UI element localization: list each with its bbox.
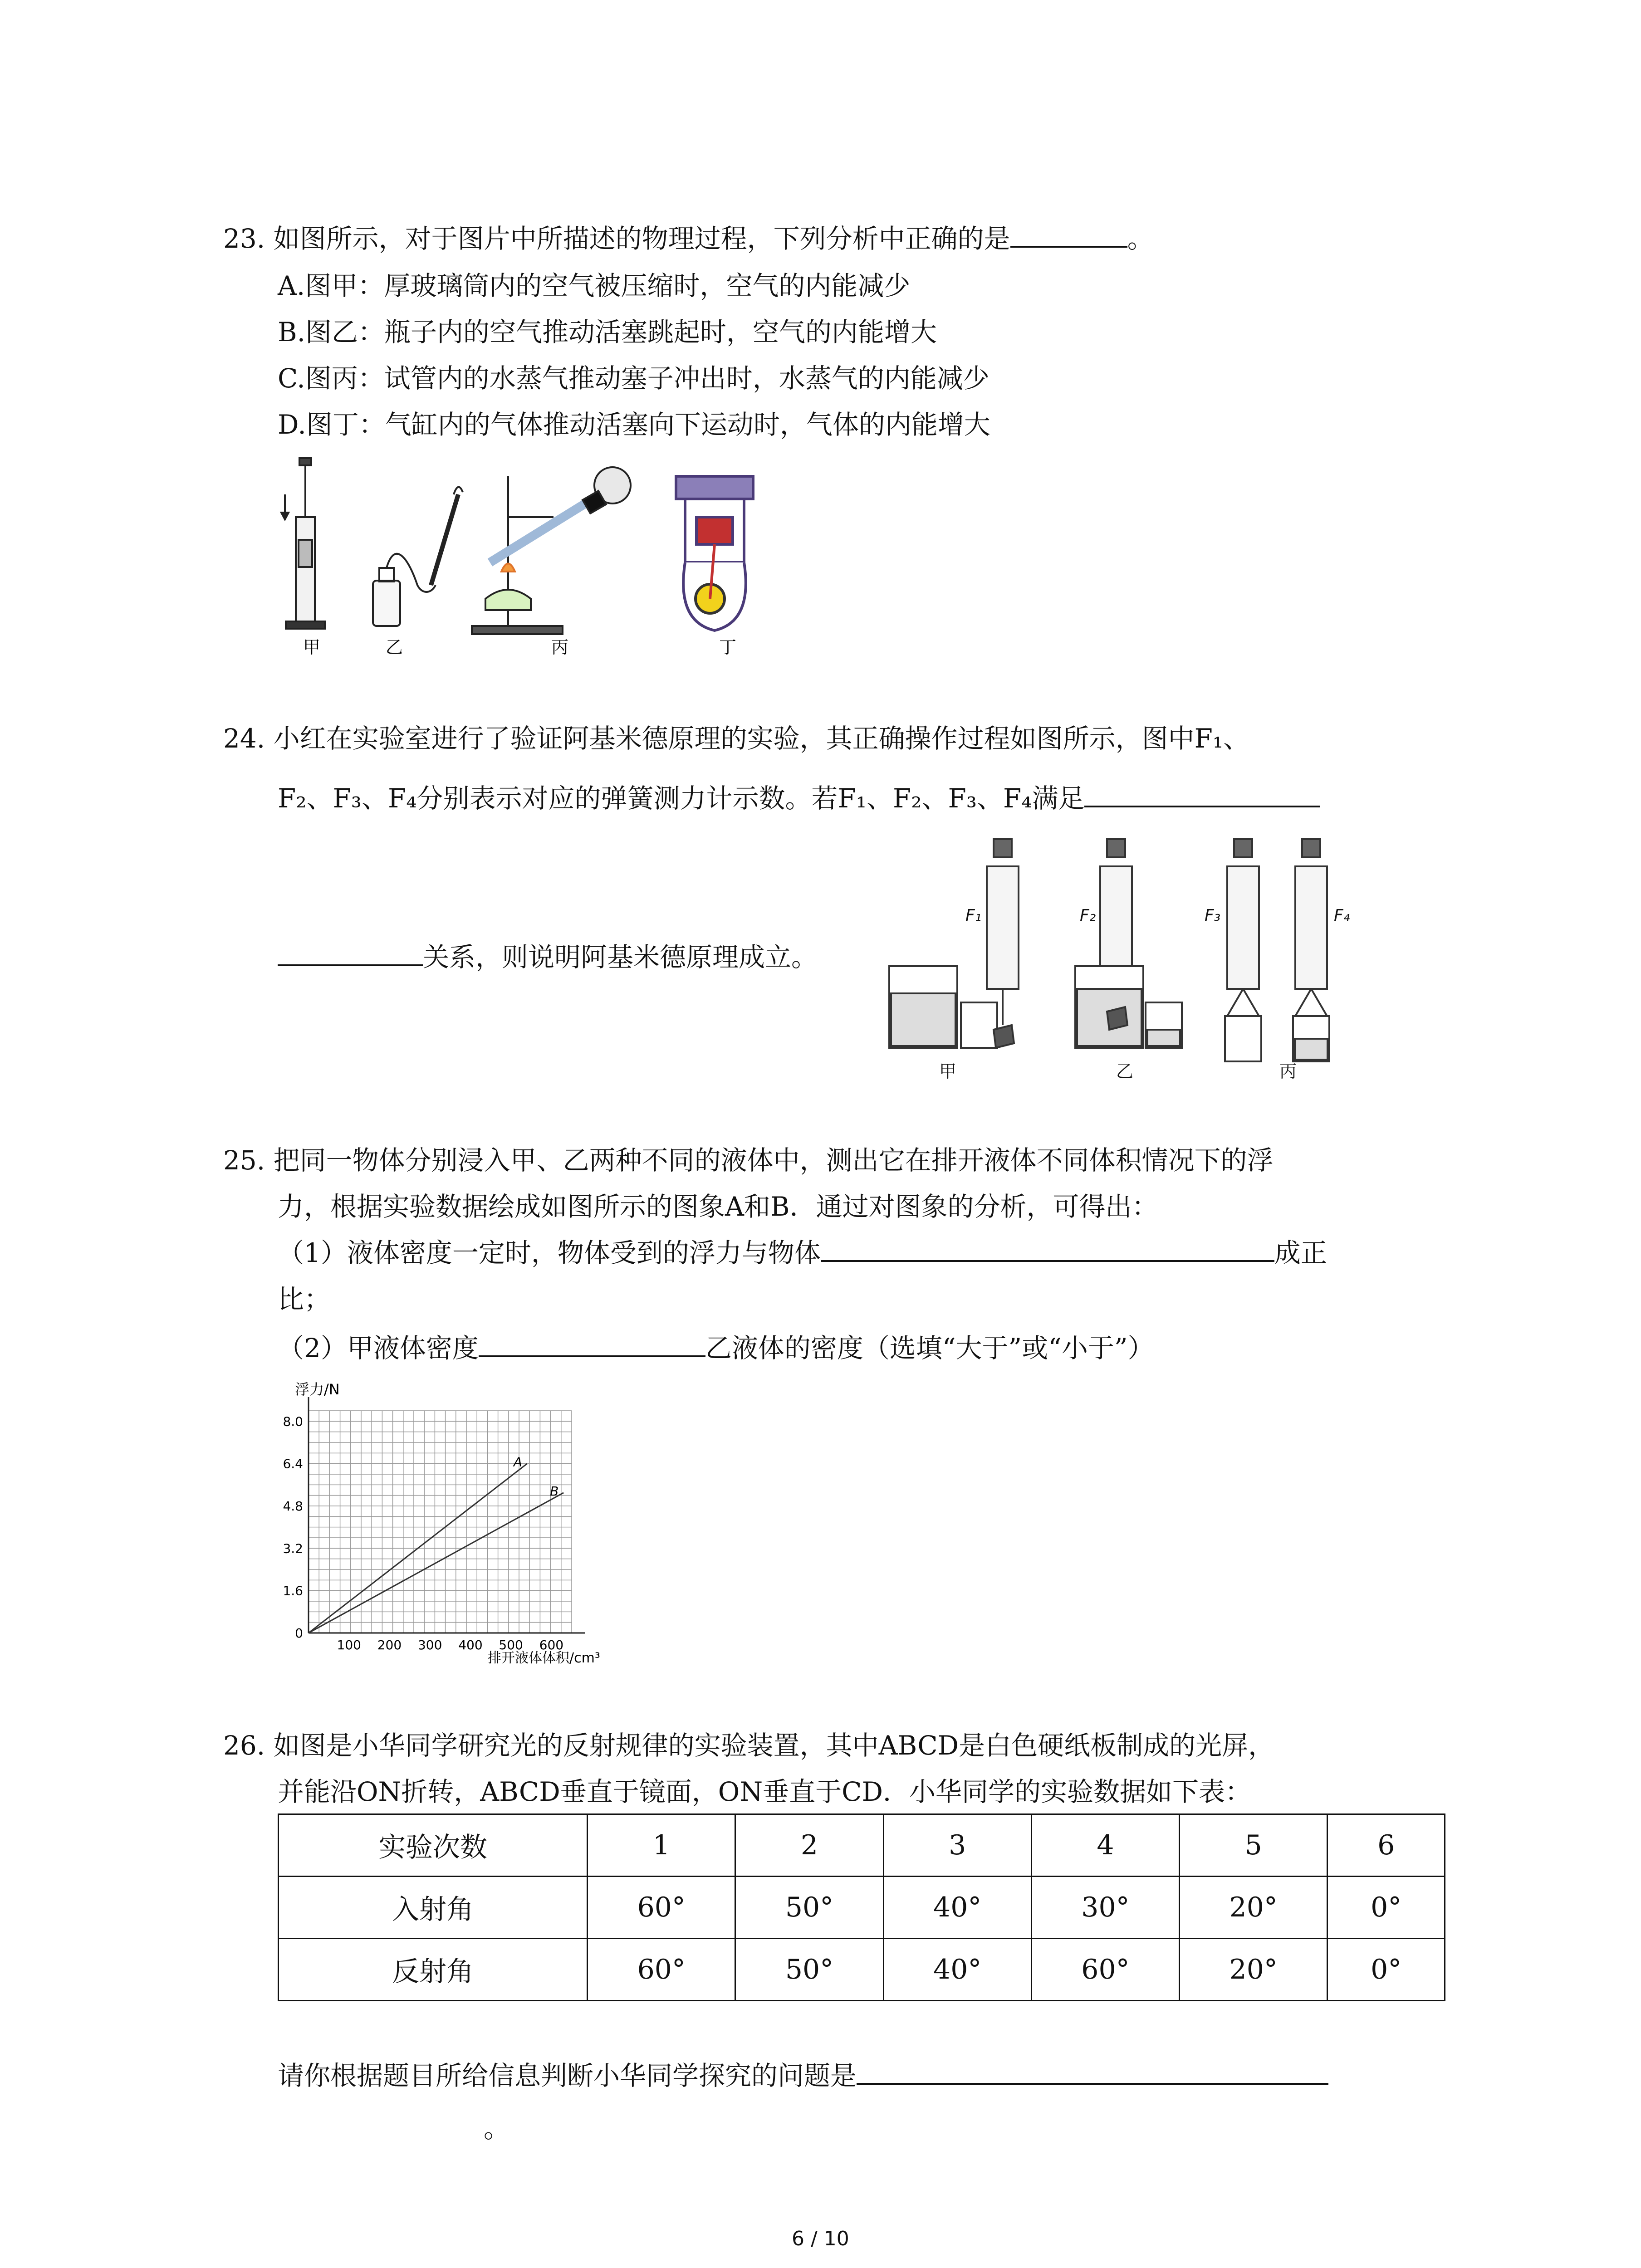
x-axis-label: 排开液体体积/cm³ xyxy=(488,1650,600,1666)
y-tick-label: 1.6 xyxy=(283,1583,303,1598)
table-cell: 60° xyxy=(588,1939,735,2001)
table-cell: 入射角 xyxy=(279,1877,588,1939)
x-tick-label: 300 xyxy=(417,1637,442,1652)
answer-blank[interactable] xyxy=(857,2058,1328,2085)
q23-option-c: C.图丙：试管内的水蒸气推动塞子冲出时，水蒸气的内能减少 xyxy=(278,363,989,394)
force-label-f1: F₁ xyxy=(965,906,982,925)
table-cell: 2 xyxy=(735,1814,883,1877)
q23-figure xyxy=(272,449,798,667)
y-axis-label: 浮力/N xyxy=(295,1381,340,1398)
table-cell: 50° xyxy=(735,1877,883,1939)
table-cell: 20° xyxy=(1180,1939,1327,2001)
table-cell: 40° xyxy=(883,1939,1031,2001)
q25-line1: 25. 把同一物体分别浸入甲、乙两种不同的液体中，测出它在排开液体不同体积情况下的浮 xyxy=(223,1145,1274,1176)
chart-grid xyxy=(309,1411,572,1633)
answer-blank[interactable] xyxy=(479,1330,705,1357)
table-cell: 0° xyxy=(1327,1877,1445,1939)
answer-blank[interactable] xyxy=(278,939,423,966)
chart-series xyxy=(309,1455,563,1633)
q24-line2: F₂、F₃、F₄分别表示对应的弹簧测力计示数。若F₁、F₂、F₃、F₄满足 xyxy=(278,780,1320,816)
table-cell: 40° xyxy=(883,1877,1031,1939)
figure-label-jia: 甲 xyxy=(939,1061,957,1081)
chart-axes xyxy=(309,1397,585,1633)
q26-question: 请你根据题目所给信息判断小华同学探究的问题是 xyxy=(278,2058,1328,2094)
q25-line3: （1）液体密度一定时，物体受到的浮力与物体 成正 xyxy=(278,1235,1327,1271)
table-row xyxy=(279,1877,1445,1939)
test-tube-heating-illustration xyxy=(472,467,631,634)
chart-ticks xyxy=(283,1414,563,1652)
q25-line4: 比； xyxy=(278,1284,331,1315)
q23-option-d: D.图丁：气缸内的气体推动活塞向下运动时，气体的内能增大 xyxy=(278,409,990,440)
table-cell: 0° xyxy=(1327,1939,1445,2001)
q25-line5: （2）甲液体密度 乙液体的密度（选填“大于”或“小于”） xyxy=(278,1330,1154,1366)
q26-line1: 26. 如图是小华同学研究光的反射规律的实验装置，其中ABCD是白色硬纸板制成的光屏， xyxy=(223,1730,1275,1761)
compression-tube-illustration xyxy=(281,458,325,629)
x-tick-label: 100 xyxy=(337,1637,361,1652)
table-cell: 30° xyxy=(1031,1877,1179,1939)
q26-end-mark: 。 xyxy=(484,2113,510,2144)
force-label-f3: F₃ xyxy=(1205,906,1221,925)
figure-label-bing: 丙 xyxy=(551,637,569,657)
figure-label-yi: 乙 xyxy=(1116,1061,1134,1081)
q26-line2: 并能沿ON折转，ABCD垂直于镜面，ON垂直于CD．小华同学的实验数据如下表： xyxy=(278,1776,1251,1807)
q23-option-a: A.图甲：厚玻璃筒内的空气被压缩时，空气的内能减少 xyxy=(278,270,911,301)
q23-option-b: B.图乙：瓶子内的空气推动活塞跳起时，空气的内能增大 xyxy=(278,317,937,347)
y-tick-label: 4.8 xyxy=(283,1499,303,1514)
answer-blank[interactable] xyxy=(1084,780,1320,807)
table-row xyxy=(279,1939,1445,2001)
force-label-f2: F₂ xyxy=(1080,906,1096,925)
table-cell: 20° xyxy=(1180,1877,1327,1939)
q24-line1: 24. 小红在实验室进行了验证阿基米德原理的实验，其正确操作过程如图所示，图中F₁、 xyxy=(223,723,1250,754)
table-cell: 3 xyxy=(883,1814,1031,1877)
x-tick-label: 500 xyxy=(499,1637,523,1652)
figure-label-yi: 乙 xyxy=(386,637,403,657)
table-cell: 1 xyxy=(588,1814,735,1877)
q24-figure xyxy=(880,830,1370,1084)
figure-label-jia: 甲 xyxy=(303,637,321,657)
bottle-pump-illustration xyxy=(373,487,463,626)
series-label-b: B xyxy=(550,1483,559,1499)
table-cell: 4 xyxy=(1031,1814,1179,1877)
buoyancy-chart xyxy=(259,1379,622,1669)
figure-label-ding: 丁 xyxy=(719,637,737,657)
table-cell: 60° xyxy=(1031,1939,1179,2001)
figure-label-bing: 丙 xyxy=(1279,1061,1297,1081)
y-tick-label: 3.2 xyxy=(283,1541,303,1556)
table-cell: 60° xyxy=(588,1877,735,1939)
reflection-data-table xyxy=(278,1813,1445,2001)
y-tick-label: 8.0 xyxy=(283,1414,303,1429)
x-tick-label: 200 xyxy=(377,1637,402,1652)
answer-blank[interactable] xyxy=(1010,220,1127,248)
answer-blank[interactable] xyxy=(821,1235,1274,1262)
table-cell: 5 xyxy=(1180,1814,1327,1877)
engine-cylinder-illustration xyxy=(676,476,753,631)
force-label-f4: F₄ xyxy=(1334,906,1350,925)
table-cell: 50° xyxy=(735,1939,883,2001)
y-tick-label: 6.4 xyxy=(283,1456,303,1471)
q24-line3: 关系，则说明阿基米德原理成立。 xyxy=(278,939,818,975)
table-cell: 6 xyxy=(1327,1814,1445,1877)
table-header-row xyxy=(279,1814,1445,1877)
x-tick-label: 600 xyxy=(539,1637,564,1652)
table-cell: 反射角 xyxy=(279,1939,588,2001)
series-label-a: A xyxy=(513,1454,523,1470)
q25-line2: 力，根据实验数据绘成如图所示的图象A和B．通过对图象的分析，可得出： xyxy=(278,1191,1158,1222)
table-cell: 实验次数 xyxy=(279,1814,588,1877)
y-tick-label: 0 xyxy=(295,1626,303,1641)
q23-stem: 23. 如图所示，对于图片中所描述的物理过程，下列分析中正确的是 。 xyxy=(223,220,1154,257)
page-number: 6 / 10 xyxy=(792,2227,849,2250)
x-tick-label: 400 xyxy=(458,1637,483,1652)
